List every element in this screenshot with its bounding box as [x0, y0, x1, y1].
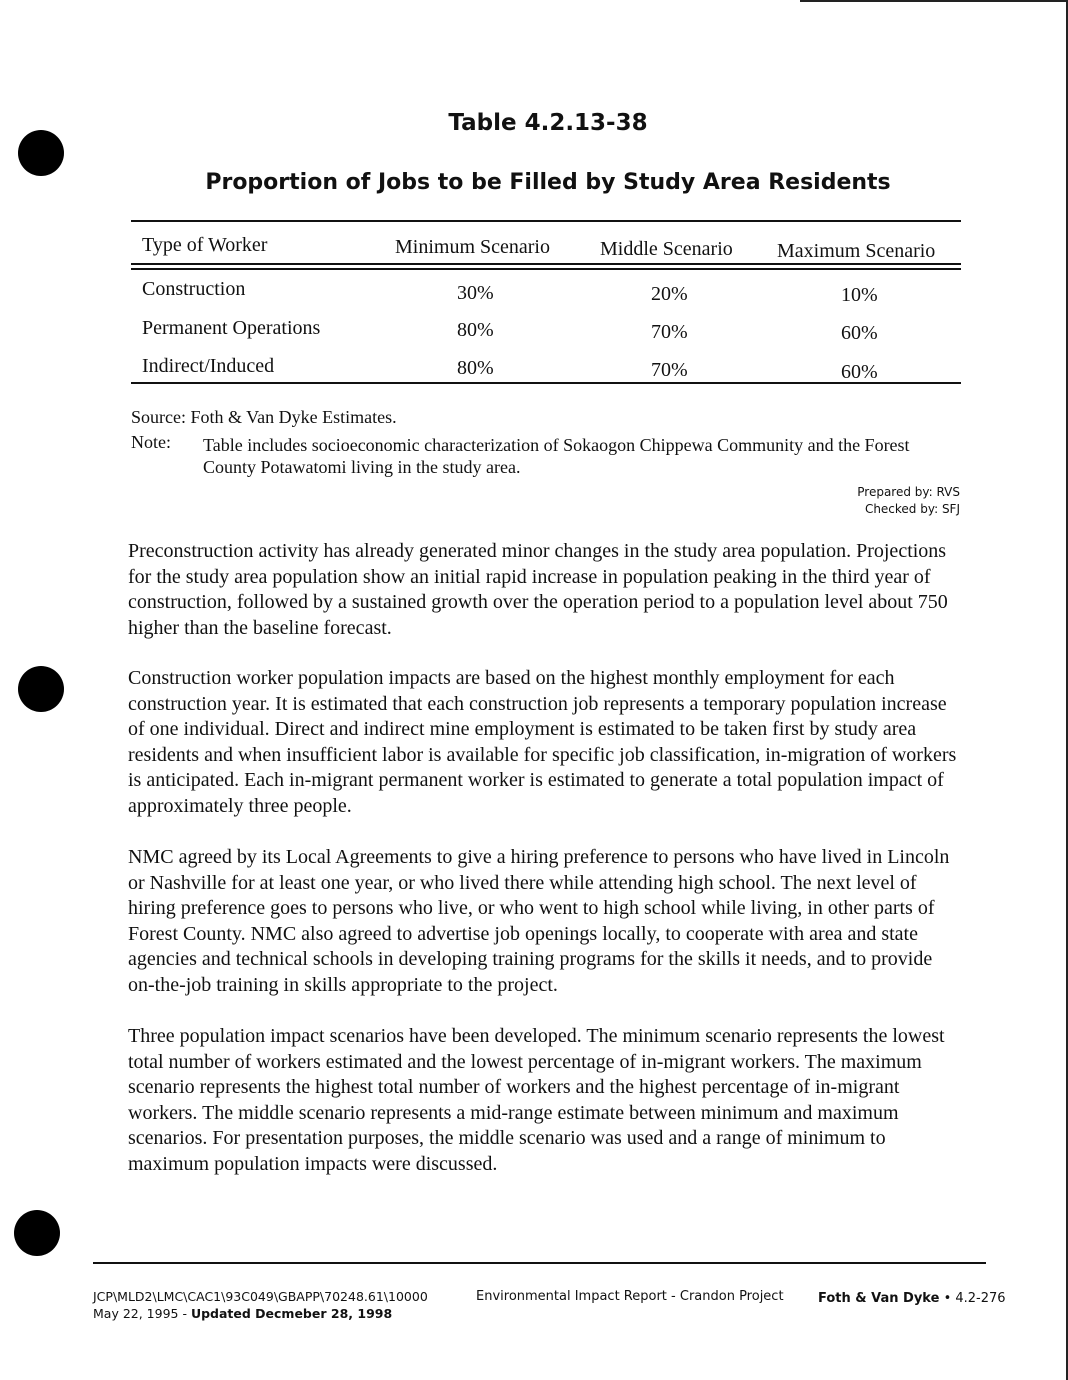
prepared-checked-block [857, 484, 960, 518]
header-minimum-scenario: Minimum Scenario [395, 236, 550, 258]
body-paragraph: NMC agreed by its Local Agreements to give a hiring preference to persons who have lived in Lincoln or Nashville for at least one year, or who lived there while attending high school. The next level of hiring preference goes to persons who live, or who went to high school while living, in other parts of Forest County. NMC also agreed to advertise job openings locally, to cooperate with area and state agencies and technical schools in developing training programs for the skills it needs, and to provide on-the-job training in skills appropriate to the project. [128, 846, 950, 996]
source-line [131, 407, 397, 428]
table-bottom-rule [131, 382, 961, 384]
table-cell: 60% [841, 361, 878, 383]
body-paragraph: Preconstruction activity has already generated minor changes in the study area population. Projections for the study area population show an initial rapid increase in population peaking in the third year of construction, followed by a sustained growth over the operation period to a population level about 750 higher than the baseline forecast. [128, 540, 948, 639]
checked-by: Checked by: SFJ [864, 502, 960, 516]
body-paragraph: Construction worker population impacts are based on the highest monthly employment for each construction year. It is estimated that each construction job represents a temporary population increase of one individual. Direct and indirect mine employment is estimated to be taken first by study area residents and when insufficient labor is available for specific job classification, in-migration of workers is anticipated. Each in-migrant permanent worker is estimated to generate a total population impact of approximately three people. [128, 667, 957, 817]
table-cell: 30% [457, 282, 494, 304]
table-cell: 10% [841, 284, 878, 306]
table-cell: 60% [841, 322, 878, 344]
table-cell: 20% [651, 283, 688, 305]
footer-date-prefix: May 22, 1995 - [93, 1306, 191, 1321]
punch-hole [18, 666, 64, 712]
note-label: Note: [131, 432, 171, 452]
source-label: Source: [131, 407, 186, 427]
footer-rule [93, 1262, 986, 1264]
footer-left [93, 1288, 428, 1322]
punch-hole [14, 1210, 60, 1256]
footer-date [93, 1305, 428, 1322]
header-rule-double [131, 268, 961, 270]
footer-page-ref: • 4.2-276 [939, 1291, 1006, 1306]
table-cell: Permanent Operations [142, 317, 321, 339]
body-paragraph: Three population impact scenarios have been developed. The minimum scenario represents the lowest total number of workers estimated and the lowest percentage of in-migrant workers. The maximum scenario represents the highest total number of workers and the highest percentage of in-migrant workers. The middle scenario represents a mid-range estimate between minimum and maximum scenarios. For presentation purposes, the middle scenario was used and a range of minimum to maximum population impacts were discussed. [128, 1025, 945, 1175]
table-cell: 70% [651, 359, 688, 381]
table-cell: 70% [651, 321, 688, 343]
note-text: Table includes socioeconomic characterization of Sokaogon Chippewa Community and the Forest County Potawatomi living in the study area. [203, 435, 910, 477]
scan-top-line [800, 0, 1068, 2]
table-cell: 80% [457, 357, 494, 379]
header-type-of-worker: Type of Worker [142, 234, 268, 256]
source-text: Foth & Van Dyke Estimates. [190, 407, 397, 427]
footer-company: Foth & Van Dyke [818, 1291, 940, 1306]
table-cell: 80% [457, 319, 494, 341]
table-number: Table 4.2.13-38 [448, 110, 648, 136]
table-title: Proportion of Jobs to be Filled by Study Area Residents [205, 170, 891, 195]
table-cell: Construction [142, 278, 246, 300]
header-middle-scenario: Middle Scenario [600, 238, 733, 260]
footer-path: JCP\MLD2\LMC\CAC1\93C049\GBAPP\70248.61\10000 [93, 1289, 428, 1304]
table-top-rule [131, 220, 961, 222]
prepared-by: Prepared by: RVS [857, 485, 960, 499]
footer-right [818, 1291, 1006, 1306]
footer-report-title: Environmental Impact Report - Crandon Project [476, 1289, 784, 1304]
footer-date-updated: Updated Decmeber 28, 1998 [190, 1306, 393, 1321]
table-cell: Indirect/Induced [142, 355, 275, 377]
header-maximum-scenario: Maximum Scenario [777, 240, 936, 262]
header-rule [131, 263, 961, 265]
